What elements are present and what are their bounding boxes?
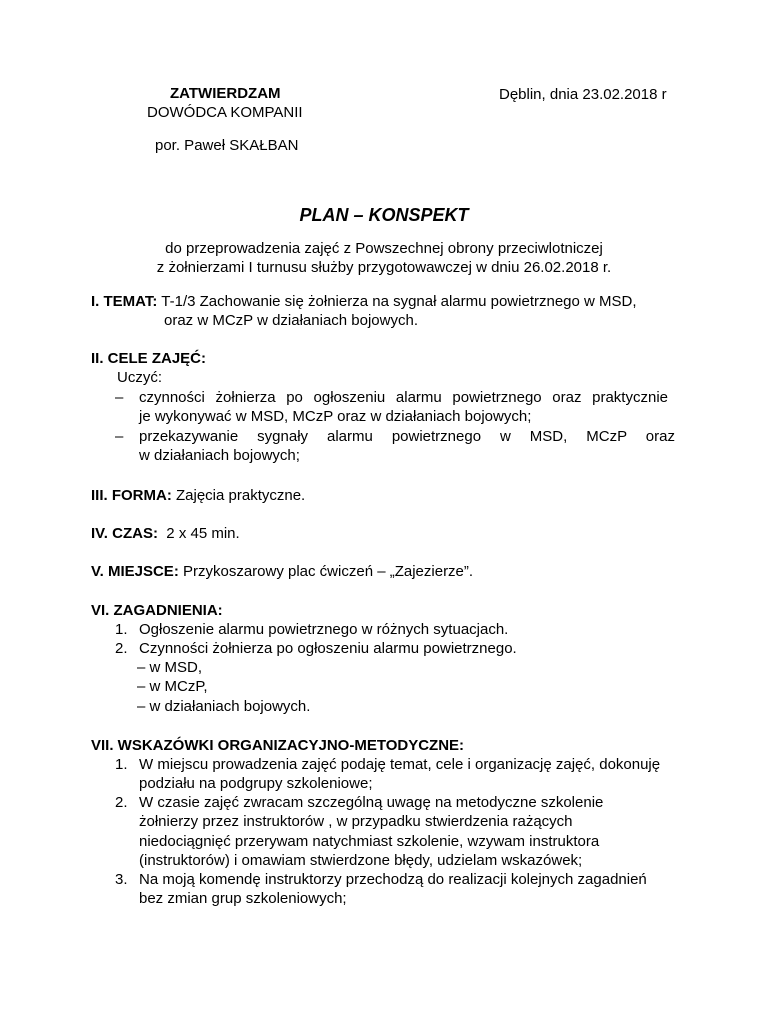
- commander-name: por. Paweł SKAŁBAN: [155, 137, 299, 154]
- temat-section: [91, 292, 637, 311]
- miejsce-section: [91, 562, 473, 581]
- place-date: Dęblin, dnia 23.02.2018 r: [499, 86, 667, 103]
- cele-dash-1: –: [115, 389, 124, 406]
- zagadnienia-num-1: 1.: [115, 621, 128, 638]
- wskazowki-num-2: 2.: [115, 794, 128, 811]
- wskazowki-num-3: 3.: [115, 871, 128, 888]
- cele-item-2-line-1: przekazywanie sygnały alarmu powietrznego w MSD, MCzP oraz: [139, 428, 675, 445]
- forma-label: III. FORMA:: [91, 487, 172, 504]
- temat-line-2: oraz w MCzP w działaniach bojowych.: [164, 312, 418, 329]
- wskazowki-num-1: 1.: [115, 756, 128, 773]
- wskazowki-item-2-line-4: (instruktorów) i omawiam stwierdzone błędy, udzielam wskazówek;: [139, 852, 583, 869]
- wskazowki-label: VII. WSKAZÓWKI ORGANIZACYJNO-METODYCZNE:: [91, 737, 465, 754]
- forma-section: [91, 486, 305, 505]
- forma-value: Zajęcia praktyczne.: [171, 487, 306, 504]
- wskazowki-item-2-line-3: niedociągnięć przerywam natychmiast szkolenie, wzywam instruktora: [139, 833, 600, 850]
- czas-section: [91, 524, 240, 543]
- cele-intro: Uczyć:: [117, 369, 162, 386]
- zagadnienia-label: VI. ZAGADNIENIA:: [91, 602, 223, 619]
- wskazowki-item-3-line-1: Na moją komendę instruktorzy przechodzą do realizacji kolejnych zagadnień: [139, 871, 647, 888]
- temat-line-1: T-1/3 Zachowanie się żołnierza na sygnał alarmu powietrznego w MSD,: [157, 293, 637, 310]
- wskazowki-item-2-line-2: żołnierzy przez instruktorów , w przypadku stwierdzenia rażących: [139, 813, 573, 830]
- cele-dash-2: –: [115, 428, 124, 445]
- temat-label: I. TEMAT:: [91, 293, 158, 310]
- zagadnienia-item-2: Czynności żołnierza po ogłoszeniu alarmu powietrznego.: [139, 640, 517, 657]
- cele-item-1-line-2: je wykonywać w MSD, MCzP oraz w działaniach bojowych;: [139, 408, 532, 425]
- wskazowki-item-1-line-1: W miejscu prowadzenia zajęć podaję temat, cele i organizację zajęć, dokonuję: [139, 756, 661, 773]
- cele-item-2-line-2: w działaniach bojowych;: [139, 447, 300, 464]
- wskazowki-item-3-line-2: bez zmian grup szkoleniowych;: [139, 890, 347, 907]
- zagadnienia-item-1: Ogłoszenie alarmu powietrznego w różnych sytuacjach.: [139, 621, 509, 638]
- document-title: PLAN – KONSPEKT: [299, 205, 469, 225]
- subtitle-line-1: do przeprowadzenia zajęć z Powszechnej obrony przeciwlotniczej: [165, 240, 603, 257]
- wskazowki-item-1-line-2: podziału na podgrupy szkoleniowe;: [139, 775, 373, 792]
- subtitle-line-2: z żołnierzami I turnusu służby przygotowawczej w dniu 26.02.2018 r.: [156, 259, 612, 276]
- czas-value: 2 x 45 min.: [157, 525, 240, 542]
- zagadnienia-num-2: 2.: [115, 640, 128, 657]
- commander-title: DOWÓDCA KOMPANII: [147, 104, 303, 121]
- miejsce-label: V. MIEJSCE:: [91, 563, 179, 580]
- approve-label: ZATWIERDZAM: [170, 85, 281, 102]
- wskazowki-item-2-line-1: W czasie zajęć zwracam szczególną uwagę na metodyczne szkolenie: [139, 794, 604, 811]
- zagadnienia-sub-3: – w działaniach bojowych.: [137, 698, 311, 715]
- miejsce-value: Przykoszarowy plac ćwiczeń – „Zajezierze”.: [178, 563, 474, 580]
- zagadnienia-sub-1: – w MSD,: [137, 659, 203, 676]
- cele-label: II. CELE ZAJĘĆ:: [91, 350, 207, 367]
- czas-label: IV. CZAS:: [91, 525, 158, 542]
- cele-item-1-line-1: czynności żołnierza po ogłoszeniu alarmu powietrznego oraz praktycznie: [139, 389, 668, 406]
- zagadnienia-sub-2: – w MCzP,: [137, 678, 208, 695]
